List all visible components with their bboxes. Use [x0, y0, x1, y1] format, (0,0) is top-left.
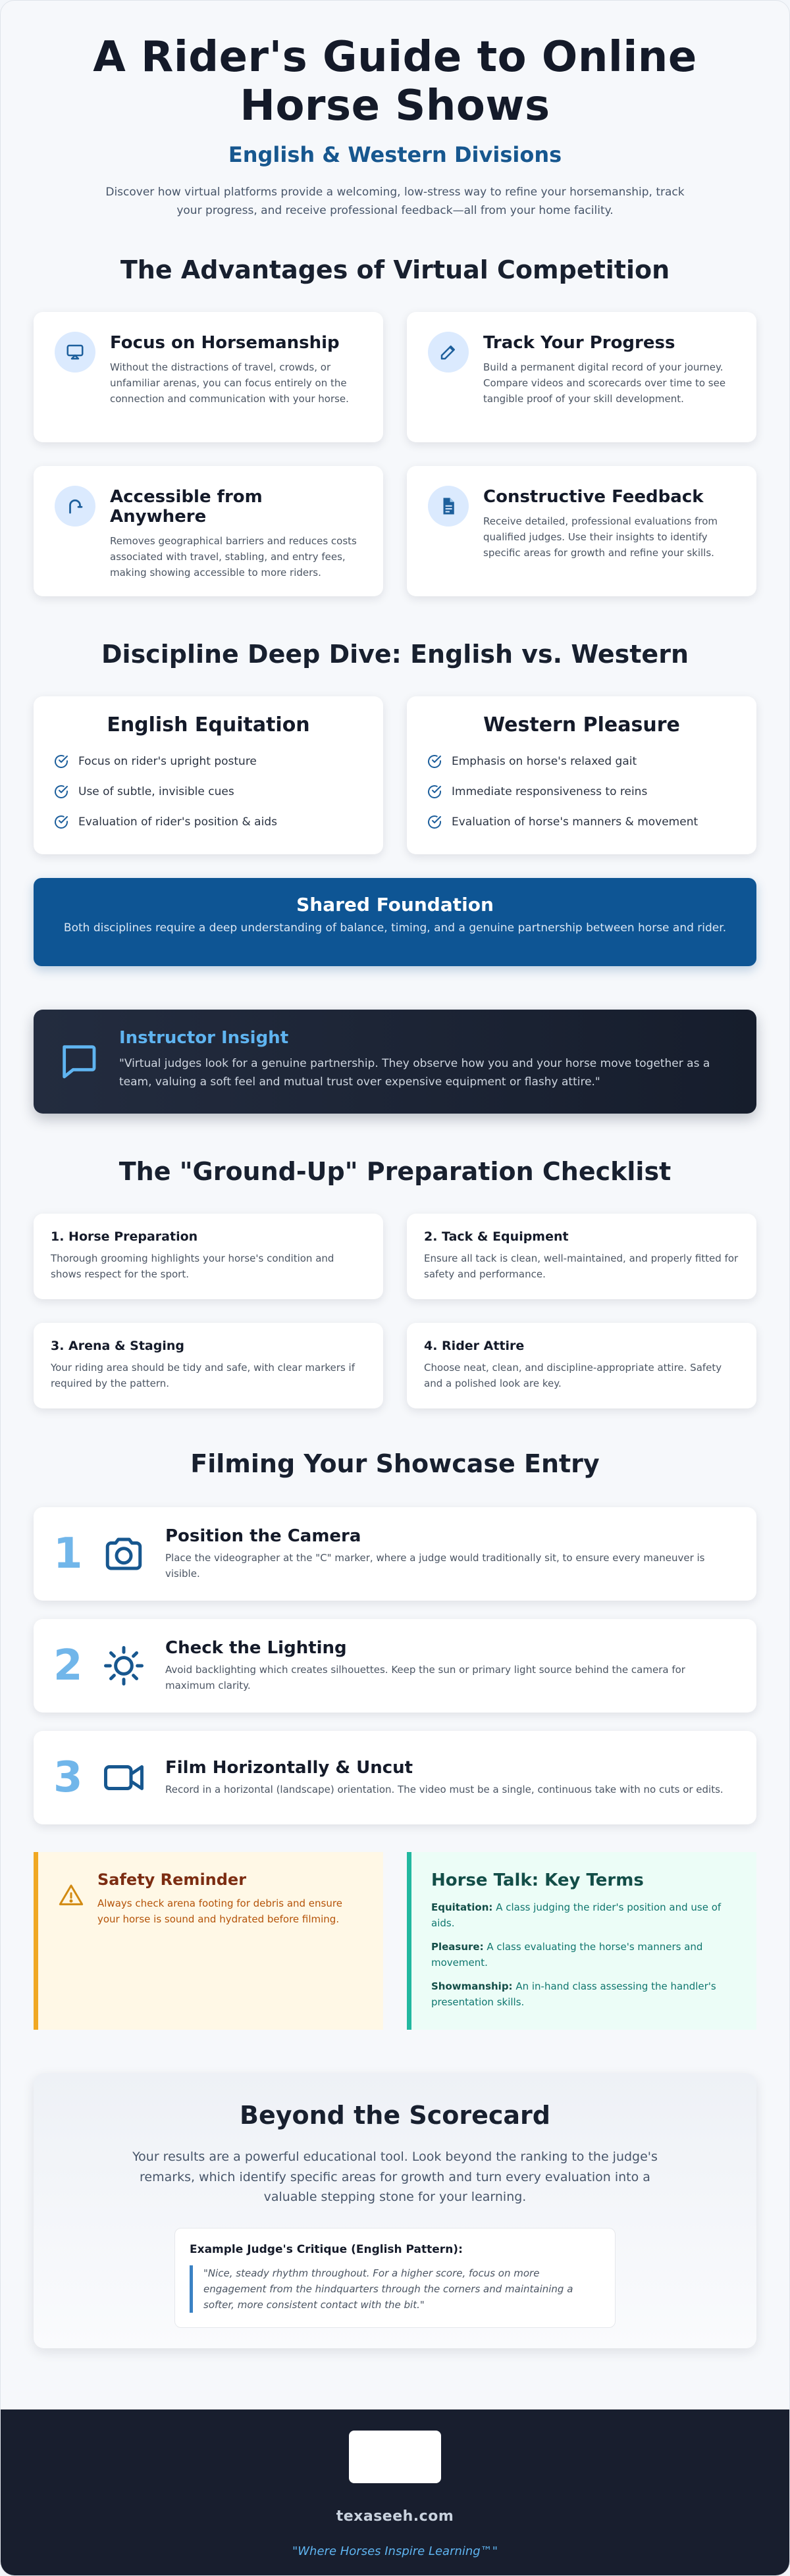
list-item-text: Focus on rider's upright posture	[78, 755, 257, 769]
video-icon	[99, 1756, 165, 1799]
checklist-card	[34, 1323, 383, 1408]
checklist-item-title: 4. Rider Attire	[424, 1339, 525, 1354]
filming-step	[34, 1507, 756, 1601]
disciplines-grid	[34, 696, 756, 854]
advantage-card	[407, 312, 756, 442]
beyond-text: Your results are a powerful educational tool. Look beyond the ranking to the judge's remarks, which identify specific areas for growth and turn every evaluation into a valuable stepping stone for your learning.	[132, 2150, 658, 2205]
checklist-item-title: 1. Horse Preparation	[51, 1229, 198, 1245]
step-text: Record in a horizontal (landscape) orientation. The video must be a single, continuous take with no cuts or edits.	[165, 1784, 724, 1796]
step-number: 1	[53, 1530, 83, 1579]
chat-bubble-icon	[57, 1040, 99, 1085]
disciplines-title: Discipline Deep Dive: English vs. Western	[101, 640, 689, 669]
advantage-text: Removes geographical barriers and reduces costs associated with travel, stabling, and entry fees, making showing accessible to more riders.	[110, 535, 357, 579]
insight-title: Instructor Insight	[119, 1028, 289, 1048]
checklist-grid	[34, 1214, 756, 1408]
term-name: Showmanship:	[431, 1980, 513, 1993]
filming-step	[34, 1731, 756, 1824]
document-icon	[428, 486, 469, 527]
advantages-title: The Advantages of Virtual Competition	[120, 255, 670, 285]
term-name: Pleasure:	[431, 1941, 484, 1953]
filming-step	[34, 1619, 756, 1713]
checklist-item-text: Ensure all tack is clean, well-maintained, and properly fitted for safety and performance.	[424, 1252, 739, 1281]
advantage-text: Receive detailed, professional evaluations from qualified judges. Use their insights to identify specific areas for growth and refine your skills.	[483, 515, 718, 559]
advantage-card	[34, 312, 383, 442]
footer-site-link[interactable]: texaseeh.com	[336, 2508, 454, 2525]
beyond-title: Beyond the Scorecard	[240, 2101, 550, 2130]
western-card	[407, 696, 756, 854]
step-number: 2	[53, 1641, 83, 1691]
check-circle-icon	[427, 784, 442, 800]
monitor-icon	[55, 332, 95, 373]
page-subtitle: English & Western Divisions	[228, 142, 562, 168]
step-number: 3	[53, 1753, 83, 1803]
warning-icon	[58, 1882, 84, 1911]
instructor-insight	[34, 1010, 756, 1114]
advantage-card	[407, 466, 756, 596]
safety-reminder	[34, 1852, 383, 2030]
term-definition: A class evaluating the horse's manners and movement.	[431, 1941, 703, 1969]
footer-tagline: "Where Horses Inspire Learning™"	[292, 2544, 498, 2558]
check-circle-icon	[53, 814, 69, 830]
insight-quote: "Virtual judges look for a genuine partnership. They observe how you and your horse move together as a team, valuing a soft feel and mutual trust over expensive equipment or flashy attire."	[119, 1057, 710, 1089]
filming-steps	[34, 1507, 756, 1824]
safety-text: Always check arena footing for debris and ensure your horse is sound and hydrated before filming.	[97, 1897, 342, 1926]
check-circle-icon	[427, 754, 442, 769]
step-title: Check the Lighting	[165, 1638, 347, 1659]
hero	[1, 1, 789, 220]
horseshoe-icon	[55, 486, 95, 527]
terms-title: Horse Talk: Key Terms	[431, 1870, 644, 1891]
key-terms	[407, 1852, 756, 2030]
checklist-card	[407, 1214, 756, 1299]
footer	[1, 2409, 789, 2575]
tips-grid	[34, 1852, 756, 2030]
camera-icon	[99, 1532, 165, 1576]
list-item-text: Evaluation of horse's manners & movement	[452, 815, 698, 829]
advantage-title: Constructive Feedback	[483, 487, 704, 507]
list-item-text: Evaluation of rider's position & aids	[78, 815, 277, 829]
filming-title: Filming Your Showcase Entry	[190, 1449, 600, 1479]
list-item	[53, 814, 363, 830]
checklist-item-title: 3. Arena & Staging	[51, 1339, 184, 1354]
list-item-text: Immediate responsiveness to reins	[452, 785, 648, 799]
sun-icon	[99, 1644, 165, 1687]
pencil-icon	[428, 332, 469, 373]
beyond-scorecard	[34, 2073, 756, 2348]
checklist-card	[407, 1323, 756, 1408]
intro-text: Discover how virtual platforms provide a welcoming, low-stress way to refine your horsemanship, track your progress, and receive professional feedback—all from your home facility.	[105, 186, 685, 218]
list-item	[427, 784, 737, 800]
page-title: A Rider's Guide to Online Horse Shows	[93, 33, 697, 130]
advantage-title: Track Your Progress	[483, 333, 675, 353]
term-definition: An in-hand class assessing the handler's presentation skills.	[431, 1980, 716, 2009]
term-item	[431, 1939, 737, 1971]
term-item	[431, 1899, 737, 1931]
step-text: Place the videographer at the "C" marker, where a judge would traditionally sit, to ensure every maneuver is visible.	[165, 1552, 705, 1580]
list-item	[427, 754, 737, 769]
advantage-card	[34, 466, 383, 596]
advantages-grid	[34, 312, 756, 596]
list-item-text: Use of subtle, invisible cues	[78, 785, 234, 799]
term-name: Equitation:	[431, 1901, 493, 1914]
list-item	[427, 814, 737, 830]
advantage-text: Without the distractions of travel, crowds, or unfamiliar arenas, you can focus entirely on the connection and communication with your horse.	[110, 361, 349, 405]
check-circle-icon	[427, 814, 442, 830]
list-item	[53, 754, 363, 769]
advantage-title: Focus on Horsemanship	[110, 333, 340, 353]
shared-text: Both disciplines require a deep understanding of balance, timing, and a genuine partnership between horse and rider.	[63, 921, 727, 935]
advantage-title: Accessible from Anywhere	[110, 487, 263, 527]
advantage-text: Build a permanent digital record of your journey. Compare videos and scorecards over time to see tangible proof of your skill development.	[483, 361, 726, 405]
western-title: Western Pleasure	[483, 713, 680, 737]
check-circle-icon	[53, 784, 69, 800]
list-item	[53, 784, 363, 800]
step-text: Avoid backlighting which creates silhouettes. Keep the sun or primary light source behind the camera for maximum clarity.	[165, 1664, 685, 1692]
checklist-item-text: Choose neat, clean, and discipline-appropriate attire. Safety and a polished look are key.	[424, 1362, 722, 1390]
safety-title: Safety Reminder	[97, 1870, 247, 1890]
english-title: English Equitation	[107, 713, 310, 737]
english-card	[34, 696, 383, 854]
critique-title: Example Judge's Critique (English Pattern):	[190, 2243, 463, 2257]
checklist-item-title: 2. Tack & Equipment	[424, 1229, 569, 1245]
list-item-text: Emphasis on horse's relaxed gait	[452, 755, 637, 769]
step-title: Position the Camera	[165, 1526, 361, 1547]
step-title: Film Horizontally & Uncut	[165, 1758, 413, 1778]
critique-box	[174, 2228, 616, 2328]
logo	[349, 2431, 441, 2483]
critique-quote: "Nice, steady rhythm throughout. For a higher score, focus on more engagement from the hindquarters through the corners and maintaining a softer, more consistent contact with the bit."	[190, 2265, 600, 2313]
shared-foundation-banner	[34, 878, 756, 966]
checklist-item-text: Thorough grooming highlights your horse's condition and shows respect for the sport.	[51, 1252, 334, 1281]
checklist-card	[34, 1214, 383, 1299]
term-definition: A class judging the rider's position and use of aids.	[431, 1901, 722, 1930]
checklist-item-text: Your riding area should be tidy and safe, with clear markers if required by the pattern.	[51, 1362, 355, 1390]
shared-title: Shared Foundation	[296, 894, 494, 916]
checklist-title: The "Ground-Up" Preparation Checklist	[118, 1157, 672, 1187]
term-item	[431, 1978, 737, 2010]
check-circle-icon	[53, 754, 69, 769]
